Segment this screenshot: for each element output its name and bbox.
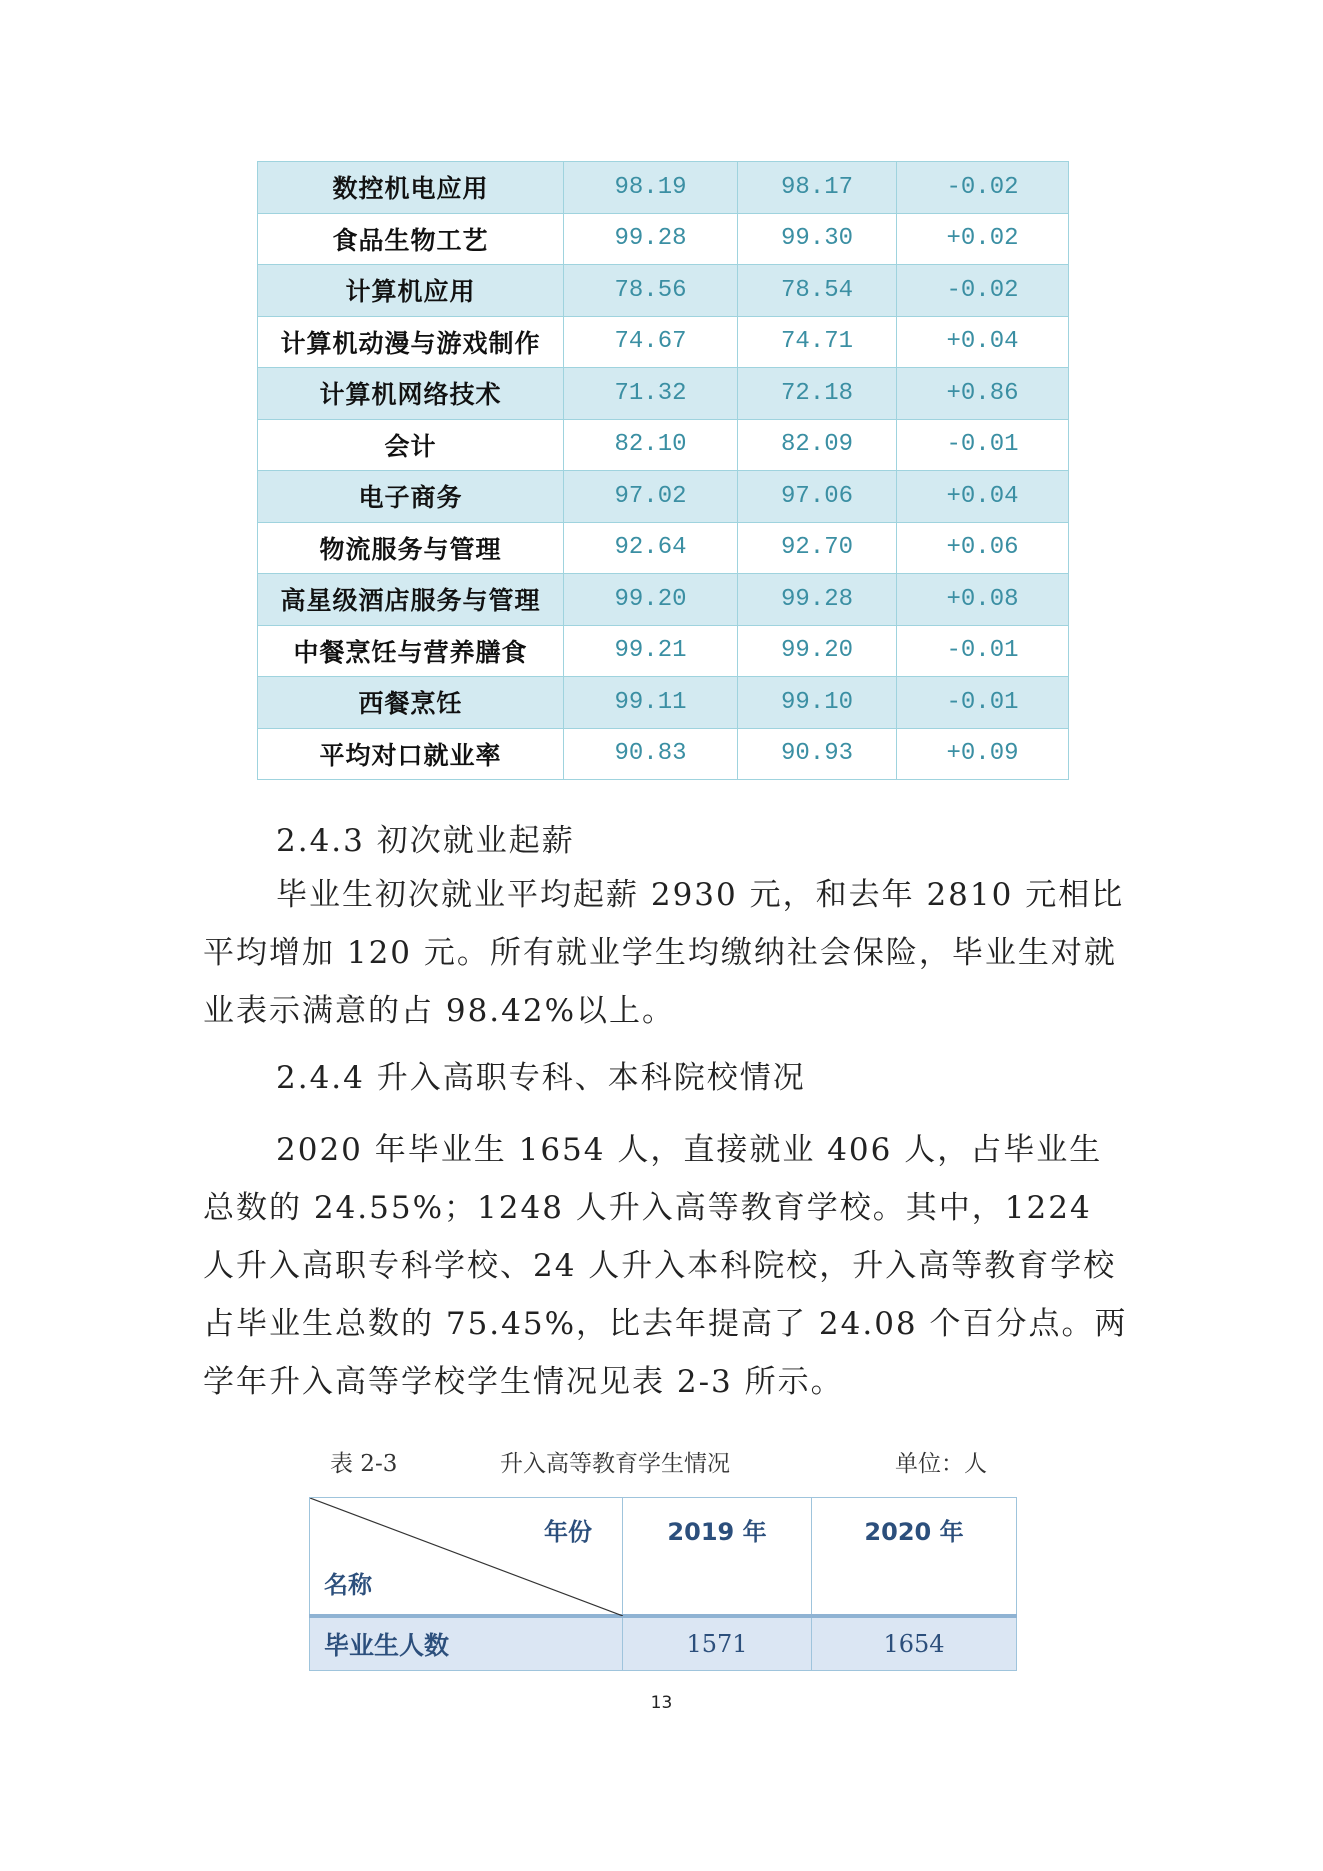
table-caption xyxy=(330,1445,1010,1479)
rate-change-cell: -0.01 xyxy=(897,677,1069,729)
rate-2020-cell: 78.54 xyxy=(738,265,897,317)
header-year-label: 年份 xyxy=(544,1518,592,1546)
table-row xyxy=(258,368,1069,420)
major-name-cell: 会计 xyxy=(258,419,564,471)
rate-2020-cell: 99.28 xyxy=(738,574,897,626)
major-name-cell: 高星级酒店服务与管理 xyxy=(258,574,564,626)
rate-2019-cell: 82.10 xyxy=(564,419,738,471)
rate-change-cell: +0.09 xyxy=(897,728,1069,780)
table-row xyxy=(258,265,1069,317)
table-row xyxy=(258,677,1069,729)
rate-2019-cell: 99.21 xyxy=(564,625,738,677)
rate-2020-cell: 99.10 xyxy=(738,677,897,729)
table-row xyxy=(258,213,1069,265)
rate-2020-cell: 92.70 xyxy=(738,522,897,574)
table-row xyxy=(310,1616,1017,1671)
major-name-cell: 食品生物工艺 xyxy=(258,213,564,265)
table-row xyxy=(258,625,1069,677)
rate-2019-cell: 98.19 xyxy=(564,162,738,214)
row-name-cell: 毕业生人数 xyxy=(310,1616,623,1671)
rate-change-cell: +0.86 xyxy=(897,368,1069,420)
table-row xyxy=(258,316,1069,368)
rate-2019-cell: 99.20 xyxy=(564,574,738,626)
section-heading-2-4-3: 2.4.3 初次就业起薪 xyxy=(276,823,575,859)
rate-2020-cell: 74.71 xyxy=(738,316,897,368)
rate-change-cell: +0.04 xyxy=(897,471,1069,523)
value-2020-cell: 1654 xyxy=(812,1616,1017,1671)
header-2019: 2019 年 xyxy=(623,1498,812,1616)
rate-2019-cell: 74.67 xyxy=(564,316,738,368)
major-name-cell: 计算机网络技术 xyxy=(258,368,564,420)
rate-change-cell: +0.04 xyxy=(897,316,1069,368)
rate-2019-cell: 92.64 xyxy=(564,522,738,574)
rate-2019-cell: 90.83 xyxy=(564,728,738,780)
paragraph-higher-education: 2020 年毕业生 1654 人，直接就业 406 人，占毕业生总数的 24.55%；1248 人升入高等教育学校。其中，1224 人升入高职专科学校、24 人升入本科院校，升入高等教育学校占毕业生总数的 75.45%，比去年提高了 24.08 个百分点。两学年升入高等学校学生情况见表 2-3 所示。 xyxy=(203,1132,1128,1400)
rate-2020-cell: 97.06 xyxy=(738,471,897,523)
employment-rate-table xyxy=(257,161,1069,780)
rate-2020-cell: 99.20 xyxy=(738,625,897,677)
rate-change-cell: -0.02 xyxy=(897,162,1069,214)
major-name-cell: 计算机应用 xyxy=(258,265,564,317)
rate-change-cell: +0.08 xyxy=(897,574,1069,626)
table-row xyxy=(258,162,1069,214)
page-number: 13 xyxy=(650,1693,673,1713)
higher-education-table xyxy=(309,1497,1017,1671)
section-heading-2-4-4: 2.4.4 升入高职专科、本科院校情况 xyxy=(276,1060,806,1096)
major-name-cell: 西餐烹饪 xyxy=(258,677,564,729)
rate-2020-cell: 90.93 xyxy=(738,728,897,780)
table-row xyxy=(258,728,1069,780)
rate-2019-cell: 99.11 xyxy=(564,677,738,729)
rate-2020-cell: 82.09 xyxy=(738,419,897,471)
value-2019-cell: 1571 xyxy=(623,1616,812,1671)
rate-2020-cell: 72.18 xyxy=(738,368,897,420)
rate-change-cell: -0.01 xyxy=(897,625,1069,677)
major-name-cell: 平均对口就业率 xyxy=(258,728,564,780)
major-name-cell: 物流服务与管理 xyxy=(258,522,564,574)
rate-2019-cell: 97.02 xyxy=(564,471,738,523)
table-row xyxy=(258,471,1069,523)
major-name-cell: 数控机电应用 xyxy=(258,162,564,214)
major-name-cell: 中餐烹饪与营养膳食 xyxy=(258,625,564,677)
rate-change-cell: +0.02 xyxy=(897,213,1069,265)
table-row xyxy=(258,574,1069,626)
rate-2019-cell: 78.56 xyxy=(564,265,738,317)
table-caption-unit: 单位：人 xyxy=(895,1451,987,1477)
diagonal-header-cell xyxy=(310,1498,623,1616)
header-name-label: 名称 xyxy=(324,1570,372,1599)
rate-change-cell: -0.02 xyxy=(897,265,1069,317)
rate-2019-cell: 71.32 xyxy=(564,368,738,420)
rate-2019-cell: 99.28 xyxy=(564,213,738,265)
table-caption-number: 表 2-3 xyxy=(330,1451,398,1477)
rate-2020-cell: 99.30 xyxy=(738,213,897,265)
table-header-row xyxy=(310,1498,1017,1616)
major-name-cell: 电子商务 xyxy=(258,471,564,523)
rate-change-cell: +0.06 xyxy=(897,522,1069,574)
header-2020: 2020 年 xyxy=(812,1498,1017,1616)
rate-change-cell: -0.01 xyxy=(897,419,1069,471)
table-row xyxy=(258,419,1069,471)
rate-2020-cell: 98.17 xyxy=(738,162,897,214)
major-name-cell: 计算机动漫与游戏制作 xyxy=(258,316,564,368)
table-caption-title: 升入高等教育学生情况 xyxy=(500,1451,730,1477)
paragraph-starting-salary: 毕业生初次就业平均起薪 2930 元，和去年 2810 元相比平均增加 120 元。所有就业学生均缴纳社会保险，毕业生对就业表示满意的占 98.42%以上。 xyxy=(203,877,1125,1029)
table-row xyxy=(258,522,1069,574)
